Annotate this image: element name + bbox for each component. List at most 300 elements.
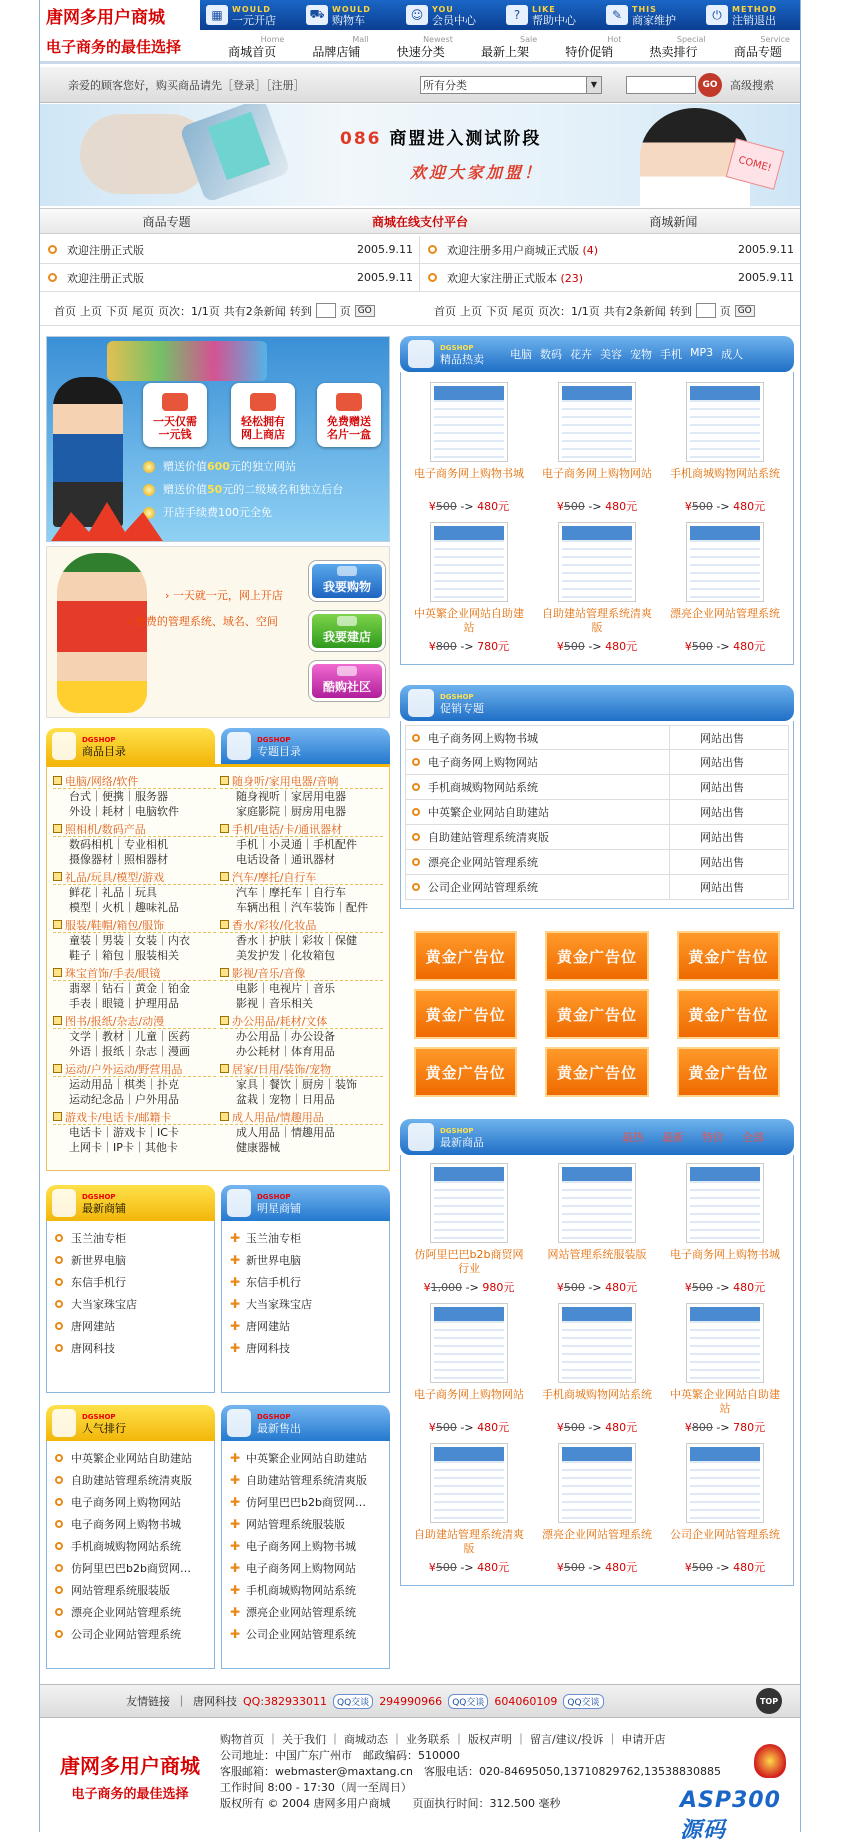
category-heading[interactable] xyxy=(220,1013,383,1029)
product-name[interactable]: 电子商务网上购物书城 xyxy=(414,467,524,480)
footer-logo xyxy=(40,1720,220,1832)
plus-icon: ✚ xyxy=(230,1605,241,1619)
topbar-open-store[interactable] xyxy=(200,0,300,30)
hot-category-link[interactable]: 手机 xyxy=(660,348,682,361)
product-thumbnail[interactable] xyxy=(686,1443,764,1523)
back-to-top-button[interactable]: TOP xyxy=(756,1688,782,1714)
product-price xyxy=(424,1279,515,1295)
category-heading[interactable] xyxy=(220,917,383,933)
list-item[interactable] xyxy=(55,1535,206,1557)
community-button[interactable] xyxy=(309,661,385,701)
product-card[interactable] xyxy=(533,1159,661,1299)
promo-name[interactable]: 漂亮企业网站管理系统 xyxy=(428,856,538,869)
list-item[interactable] xyxy=(55,1315,206,1337)
popular-rank-list xyxy=(46,1441,215,1669)
category-items xyxy=(220,1077,383,1107)
arrow-icon: -> xyxy=(584,1561,606,1574)
bullet-icon xyxy=(412,833,420,841)
pager-last[interactable]: 尾页 xyxy=(132,304,154,318)
site-logo[interactable]: 唐网多用户商城 xyxy=(40,0,200,30)
promo-box-line: 一天仅需 xyxy=(153,415,197,428)
list-item[interactable] xyxy=(55,1249,206,1271)
arrow-icon: -> xyxy=(712,1421,734,1434)
list-item[interactable] xyxy=(230,1557,381,1579)
news-date: 2005.9.11 xyxy=(738,271,794,284)
product-name[interactable]: 电子商务网上购物网站 xyxy=(542,467,652,480)
category-link-row[interactable]: 鲜花｜礼品｜玩具 xyxy=(69,886,157,899)
hot-category-link[interactable]: 花卉 xyxy=(570,348,592,361)
list-item[interactable] xyxy=(55,1337,206,1359)
ad-slot[interactable]: 黄金广告位 xyxy=(677,989,780,1039)
search-input[interactable] xyxy=(626,76,696,94)
hot-category-link[interactable]: MP3 xyxy=(690,346,714,359)
product-price xyxy=(557,1279,637,1295)
old-price: 1,000 xyxy=(430,1281,463,1294)
banner[interactable] xyxy=(40,104,800,206)
list-item[interactable] xyxy=(55,1469,206,1491)
product-name[interactable]: 漂亮企业网站管理系统 xyxy=(670,607,780,620)
product-card[interactable] xyxy=(533,518,661,658)
pager-go-button[interactable]: GO xyxy=(735,305,755,317)
promo-row[interactable] xyxy=(405,800,789,825)
product-name[interactable]: 公司企业网站管理系统 xyxy=(670,1528,780,1541)
product-card[interactable] xyxy=(533,1439,661,1579)
folder-icon xyxy=(53,824,62,833)
tab-newest-shops[interactable] xyxy=(46,1185,215,1221)
promo-row[interactable] xyxy=(405,750,789,775)
pager-go-button[interactable]: GO xyxy=(355,305,375,317)
category-items xyxy=(53,885,216,915)
pager-next[interactable]: 下页 xyxy=(486,304,508,318)
hot-category-link[interactable]: 成人 xyxy=(721,348,744,361)
nav-label: 快速分类 xyxy=(396,45,445,59)
promo-name[interactable]: 电子商务网上购物书城 xyxy=(428,731,538,745)
category-heading[interactable] xyxy=(220,1109,383,1125)
category-link-row[interactable]: 健康器械 xyxy=(236,1141,280,1154)
news-title-text: 欢迎注册多用户商城正式版 xyxy=(447,243,579,257)
product-price xyxy=(557,1559,637,1575)
topbar-label: 商家维护 xyxy=(632,14,676,27)
tab-latest-sold[interactable] xyxy=(221,1405,390,1441)
pager-prev[interactable]: 上页 xyxy=(460,304,482,318)
news-header xyxy=(40,208,800,234)
news-tab-payment[interactable]: 商城在线支付平台 xyxy=(371,214,468,229)
product-thumbnail-image xyxy=(562,1307,632,1379)
promo-row[interactable] xyxy=(405,825,789,850)
product-thumbnail[interactable] xyxy=(686,1163,764,1243)
category-heading[interactable] xyxy=(53,1061,216,1077)
pager-last[interactable]: 尾页 xyxy=(512,304,534,318)
product-card[interactable] xyxy=(533,378,661,518)
product-name[interactable]: 中英繁企业网站自助建站 xyxy=(414,607,524,634)
news-item[interactable] xyxy=(40,264,420,291)
product-thumbnail-image xyxy=(434,1307,504,1379)
search-go-button[interactable]: GO xyxy=(698,73,722,97)
category-link-row[interactable]: 翡翠｜钻石｜黄金｜铂金 xyxy=(69,982,190,995)
list-item[interactable] xyxy=(55,1513,206,1535)
product-card[interactable] xyxy=(533,1299,661,1439)
yen-icon: ¥ xyxy=(556,1281,564,1294)
category-link-row[interactable]: 车辆出租｜汽车装饰｜配件 xyxy=(236,901,368,914)
qq-chat-button[interactable]: QQ交谈 xyxy=(448,1694,488,1709)
list-item[interactable] xyxy=(230,1315,381,1337)
ad-slots xyxy=(400,909,794,1115)
page-frame-right xyxy=(800,0,801,1832)
category-heading[interactable] xyxy=(220,869,383,885)
yen-icon: ¥ xyxy=(684,1281,692,1294)
list-item[interactable] xyxy=(230,1579,381,1601)
product-card[interactable] xyxy=(405,518,533,658)
product-thumbnail[interactable] xyxy=(430,522,508,602)
qq-chat-button[interactable]: QQ交谈 xyxy=(563,1694,603,1709)
product-thumbnail[interactable] xyxy=(686,382,764,462)
category-catalog xyxy=(46,764,390,1171)
category-link-row[interactable]: 童装｜男装｜女装｜内衣 xyxy=(69,934,190,947)
category-items xyxy=(220,1029,383,1059)
tab-label: 人气排行 xyxy=(82,1422,126,1435)
list-item[interactable] xyxy=(230,1271,381,1293)
footer-links[interactable]: 购物首页 ｜ 关于我们 ｜ 商城动态 ｜ 业务联系 ｜ 版权声明 ｜ 留言/建议/投诉 ｜ 申请开店 xyxy=(220,1733,666,1746)
promo-row[interactable] xyxy=(405,850,789,875)
bullet-icon xyxy=(412,808,420,816)
topbar-cart[interactable] xyxy=(300,0,400,30)
category-link-row[interactable]: 家庭影院｜厨房用电器 xyxy=(236,805,346,818)
category-link-row[interactable]: 家具｜餐饮｜厨房｜装饰 xyxy=(236,1078,357,1091)
card-icon xyxy=(336,393,362,411)
product-thumbnail[interactable] xyxy=(558,1443,636,1523)
nav-en: Hot xyxy=(607,35,622,44)
list-item[interactable] xyxy=(230,1447,381,1469)
nav-en: Sale xyxy=(520,35,538,44)
category-items xyxy=(53,1077,216,1107)
list-item[interactable] xyxy=(230,1249,381,1271)
category-heading[interactable] xyxy=(53,965,216,981)
list-item[interactable] xyxy=(230,1337,381,1359)
ad-slot[interactable]: 黄金广告位 xyxy=(545,1047,648,1097)
nav-hot[interactable] xyxy=(631,34,715,59)
promo-row-name xyxy=(406,750,670,774)
promo-box-line: 网上商店 xyxy=(241,428,285,441)
product-thumbnail[interactable] xyxy=(430,1303,508,1383)
category-link-row[interactable]: 办公耗材｜体育用品 xyxy=(236,1045,335,1058)
banner-sticker: COME! xyxy=(726,138,785,190)
category-select[interactable] xyxy=(420,76,602,94)
news-item[interactable] xyxy=(420,236,800,263)
friend-link[interactable]: 唐网科技 xyxy=(193,1695,237,1708)
category-link-row[interactable]: 办公用品｜办公设备 xyxy=(236,1030,335,1043)
product-thumbnail-image xyxy=(434,386,504,458)
section-en: DGSHOP xyxy=(440,1127,474,1135)
yen-icon: ¥ xyxy=(556,640,564,653)
ad-slot[interactable]: 黄金广告位 xyxy=(414,989,517,1039)
pager-first[interactable]: 首页 xyxy=(434,304,456,318)
news-count: (4) xyxy=(582,243,599,257)
ad-slot[interactable]: 黄金广告位 xyxy=(414,1047,517,1097)
product-thumbnail[interactable] xyxy=(558,382,636,462)
hot-category-link[interactable]: 美容 xyxy=(600,348,622,361)
yen-icon: ¥ xyxy=(684,640,692,653)
product-card[interactable] xyxy=(661,518,789,658)
hot-category-link[interactable]: 宠物 xyxy=(630,348,652,361)
product-thumbnail[interactable] xyxy=(430,1443,508,1523)
category-link-row[interactable]: 上网卡｜IP卡｜其他卡 xyxy=(69,1141,178,1154)
pager-prev[interactable]: 上页 xyxy=(80,304,102,318)
category-group xyxy=(53,917,216,963)
star-shops xyxy=(221,1185,390,1393)
bullet-icon xyxy=(55,1454,63,1462)
topbar-help[interactable] xyxy=(500,0,600,30)
filter-link[interactable]: 最热 xyxy=(622,1131,644,1144)
list-item[interactable] xyxy=(230,1623,381,1645)
nav-categories[interactable] xyxy=(379,34,463,59)
list-item[interactable] xyxy=(55,1601,206,1623)
product-name[interactable]: 电子商务网上购物网站 xyxy=(414,1388,524,1401)
category-title: 手机/电话/卡/通讯器材 xyxy=(232,822,343,836)
login-greeting[interactable]: 亲爱的顾客您好，购买商品请先［登录］［注册］ xyxy=(68,78,305,92)
tab-en: DGSHOP xyxy=(257,736,291,744)
product-card[interactable] xyxy=(405,1439,533,1579)
product-name[interactable]: 电子商务网上购物书城 xyxy=(670,1248,780,1261)
category-link-row[interactable]: 外设｜耗材｜电脑软件 xyxy=(69,805,179,818)
list-item-label: 手机商城购物网站系统 xyxy=(246,1584,356,1597)
nav-en: Special xyxy=(676,35,706,44)
product-thumbnail[interactable] xyxy=(558,522,636,602)
product-card[interactable] xyxy=(661,1299,789,1439)
ad-slot[interactable]: 黄金广告位 xyxy=(677,931,780,981)
product-card[interactable] xyxy=(661,378,789,518)
category-heading[interactable] xyxy=(220,773,383,789)
bullet-icon xyxy=(55,1542,63,1550)
category-link-row[interactable]: 外语｜报纸｜杂志｜漫画 xyxy=(69,1045,190,1058)
category-heading[interactable] xyxy=(220,821,383,837)
promo-row[interactable] xyxy=(405,875,789,900)
list-item-label: 中英繁企业网站自助建站 xyxy=(246,1452,367,1465)
bullet-icon xyxy=(55,1498,63,1506)
product-card[interactable] xyxy=(405,1299,533,1439)
topbar-maintain[interactable] xyxy=(600,0,700,30)
category-link-row[interactable]: 手机｜小灵通｜手机配件 xyxy=(236,838,357,851)
news-title xyxy=(447,242,738,258)
category-link-row[interactable]: 电话卡｜游戏卡｜IC卡 xyxy=(69,1126,179,1139)
list-item[interactable] xyxy=(55,1579,206,1601)
list-item[interactable] xyxy=(55,1447,206,1469)
nav-label: 最新上架 xyxy=(480,45,529,59)
product-card[interactable] xyxy=(661,1439,789,1579)
ad-slot[interactable]: 黄金广告位 xyxy=(545,931,648,981)
list-item[interactable] xyxy=(230,1293,381,1315)
pager-next[interactable]: 下页 xyxy=(106,304,128,318)
category-link-row[interactable]: 手表｜眼镜｜护理用品 xyxy=(69,997,179,1010)
list-item-label: 仿阿里巴巴b2b商贸网… xyxy=(246,1496,366,1509)
tab-product-catalog[interactable] xyxy=(46,728,215,764)
category-heading[interactable] xyxy=(53,1109,216,1125)
category-link-row[interactable]: 香水｜护肤｜彩妆｜保健 xyxy=(236,934,357,947)
news-item[interactable] xyxy=(40,236,420,263)
promo-row[interactable] xyxy=(405,725,789,750)
category-heading[interactable] xyxy=(220,965,383,981)
list-item[interactable] xyxy=(55,1293,206,1315)
list-item[interactable] xyxy=(230,1227,381,1249)
category-heading[interactable] xyxy=(53,821,216,837)
nav-sale[interactable] xyxy=(547,34,631,59)
ad-slot[interactable]: 黄金广告位 xyxy=(414,931,517,981)
list-item[interactable] xyxy=(55,1491,206,1513)
category-link-row[interactable]: 随身视听｜家居用电器 xyxy=(236,790,346,803)
pager-input[interactable] xyxy=(316,303,336,318)
list-item[interactable] xyxy=(230,1535,381,1557)
category-link-row[interactable]: 盆栽｜宠物｜日用品 xyxy=(236,1093,335,1106)
product-name[interactable]: 中英繁企业网站自助建站 xyxy=(670,1388,780,1415)
list-item[interactable] xyxy=(55,1227,206,1249)
filter-link[interactable]: 全部 xyxy=(742,1131,764,1144)
pager-input[interactable] xyxy=(696,303,716,318)
product-thumbnail[interactable] xyxy=(430,1163,508,1243)
list-item-label: 电子商务网上购物网站 xyxy=(71,1496,181,1509)
hot-categories xyxy=(510,346,743,362)
category-link-row[interactable]: 电话设备｜通讯器材 xyxy=(236,853,335,866)
product-name[interactable]: 自助建站管理系统清爽版 xyxy=(414,1528,524,1555)
nav-home[interactable] xyxy=(210,34,294,59)
category-link-row[interactable]: 美发护发｜化妆箱包 xyxy=(236,949,335,962)
product-thumbnail[interactable] xyxy=(686,522,764,602)
category-heading[interactable] xyxy=(53,917,216,933)
tab-popular-rank[interactable] xyxy=(46,1405,215,1441)
bullet-icon xyxy=(412,883,420,891)
list-item[interactable] xyxy=(55,1271,206,1293)
news-tab-news[interactable]: 商城新闻 xyxy=(649,214,698,229)
category-heading[interactable] xyxy=(220,1061,383,1077)
category-link-row[interactable]: 成人用品｜情趣用品 xyxy=(236,1126,335,1139)
list-item[interactable] xyxy=(230,1601,381,1623)
ad-slot[interactable]: 黄金广告位 xyxy=(677,1047,780,1097)
nav-newest[interactable] xyxy=(463,34,547,59)
promo-entry xyxy=(46,546,390,718)
old-price: 500 xyxy=(691,500,713,513)
latest-filters xyxy=(622,1129,764,1145)
category-link-row[interactable]: 文学｜教材｜儿童｜医药 xyxy=(69,1030,190,1043)
topbar-member[interactable] xyxy=(400,0,500,30)
hot-category-link[interactable]: 电脑 xyxy=(510,348,532,361)
pager-page-label: 页 xyxy=(719,304,731,318)
spray-icon xyxy=(52,1189,76,1217)
latest-sold-list xyxy=(221,1441,390,1669)
old-price: 500 xyxy=(691,1281,713,1294)
nav-brand-shops[interactable] xyxy=(294,34,378,59)
new-price: 480元 xyxy=(605,500,638,513)
category-link-row[interactable]: 鞋子｜箱包｜服装相关 xyxy=(69,949,179,962)
yen-icon: ¥ xyxy=(428,500,436,513)
filter-link[interactable]: 特价 xyxy=(702,1131,724,1144)
category-heading[interactable] xyxy=(53,869,216,885)
qq-number: 604060109 xyxy=(494,1694,558,1708)
category-link-row[interactable]: 模型｜火机｜趣味礼品 xyxy=(69,901,179,914)
promo-row[interactable] xyxy=(405,775,789,800)
nav-topics[interactable] xyxy=(716,34,800,59)
plus-icon: ✚ xyxy=(230,1341,241,1355)
product-thumbnail[interactable] xyxy=(686,1303,764,1383)
yen-icon: ¥ xyxy=(423,1281,431,1294)
promo-name[interactable]: 自助建站管理系统清爽版 xyxy=(428,831,549,844)
category-heading[interactable] xyxy=(53,773,216,789)
promo-name[interactable]: 公司企业网站管理系统 xyxy=(428,881,538,894)
promo-name[interactable]: 手机商城购物网站系统 xyxy=(428,781,538,794)
folder-icon xyxy=(53,920,62,929)
product-card[interactable] xyxy=(405,1159,533,1299)
product-thumbnail[interactable] xyxy=(558,1163,636,1243)
bullet-icon xyxy=(55,1476,63,1484)
product-thumbnail[interactable] xyxy=(558,1303,636,1383)
promo-name[interactable]: 中英繁企业网站自助建站 xyxy=(428,806,549,819)
pager-first[interactable]: 首页 xyxy=(54,304,76,318)
list-item[interactable] xyxy=(55,1623,206,1645)
product-name[interactable]: 漂亮企业网站管理系统 xyxy=(542,1528,652,1541)
category-link-row[interactable]: 运动用品｜棋类｜扑克 xyxy=(69,1078,179,1091)
old-price: 500 xyxy=(563,1421,585,1434)
category-link-row[interactable]: 台式｜便携｜服务器 xyxy=(69,790,168,803)
promo-row-name xyxy=(406,875,670,899)
tab-star-shops[interactable] xyxy=(221,1185,390,1221)
store-icon: ▦ xyxy=(206,5,228,25)
site-slogan: 电子商务的最佳选择 xyxy=(46,38,182,56)
advanced-search-link[interactable]: 高级搜索 xyxy=(730,78,774,92)
new-price: 980元 xyxy=(482,1281,515,1294)
promo-open-store[interactable] xyxy=(46,336,390,542)
category-link-row[interactable]: 数码相机｜专业相机 xyxy=(69,838,168,851)
topbar-logout[interactable] xyxy=(700,0,800,30)
footer-contact: 客服邮箱：webmaster@maxtang.cn 客服电话：020-84695050,13710829762,13538830885 xyxy=(220,1765,721,1778)
promo-name[interactable]: 电子商务网上购物网站 xyxy=(428,756,538,769)
product-name[interactable]: 网站管理系统服装版 xyxy=(547,1248,647,1261)
hot-category-link[interactable]: 数码 xyxy=(540,348,562,361)
shop-button[interactable] xyxy=(309,561,385,601)
product-card[interactable] xyxy=(405,378,533,518)
category-link-row[interactable]: 运动纪念品｜户外用品 xyxy=(69,1093,179,1106)
shop-icon xyxy=(250,393,276,411)
product-name[interactable]: 手机商城购物网站系统 xyxy=(542,1388,652,1401)
product-name[interactable]: 手机商城购物网站系统 xyxy=(670,467,780,480)
ad-slot[interactable]: 黄金广告位 xyxy=(545,989,648,1039)
list-item[interactable] xyxy=(230,1469,381,1491)
banner-title-num: 086 xyxy=(340,129,382,149)
product-name[interactable]: 仿阿里巴巴b2b商贸网行业 xyxy=(414,1248,524,1275)
main-nav xyxy=(40,32,800,64)
qq-number: QQ:382933011 xyxy=(243,1694,328,1708)
list-item[interactable] xyxy=(230,1513,381,1535)
promo-box xyxy=(317,383,381,447)
yen-icon: ¥ xyxy=(684,500,692,513)
category-link-row[interactable]: 摄像器材｜照相器材 xyxy=(69,853,168,866)
list-item[interactable] xyxy=(55,1557,206,1579)
product-price xyxy=(429,1419,509,1435)
category-heading[interactable] xyxy=(53,1013,216,1029)
category-link-row[interactable]: 电影｜电视片｜音乐 xyxy=(236,982,335,995)
tab-topic-catalog[interactable] xyxy=(221,728,390,764)
category-items xyxy=(53,1125,216,1155)
build-store-button[interactable] xyxy=(309,611,385,651)
product-card[interactable] xyxy=(661,1159,789,1299)
product-name[interactable]: 自助建站管理系统清爽版 xyxy=(542,607,652,634)
bullet-icon xyxy=(55,1256,63,1264)
product-thumbnail[interactable] xyxy=(430,382,508,462)
filter-link[interactable]: 最新 xyxy=(662,1131,684,1144)
category-link-row[interactable]: 影视｜音乐相关 xyxy=(236,997,313,1010)
category-link-row[interactable]: 汽车｜摩托车｜自行车 xyxy=(236,886,346,899)
list-item[interactable] xyxy=(230,1491,381,1513)
qq-chat-button[interactable]: QQ交谈 xyxy=(333,1694,373,1709)
news-tab-topics[interactable]: 商品专题 xyxy=(142,214,191,229)
news-item[interactable] xyxy=(420,264,800,291)
news-title-text: 欢迎注册正式版 xyxy=(67,271,144,285)
